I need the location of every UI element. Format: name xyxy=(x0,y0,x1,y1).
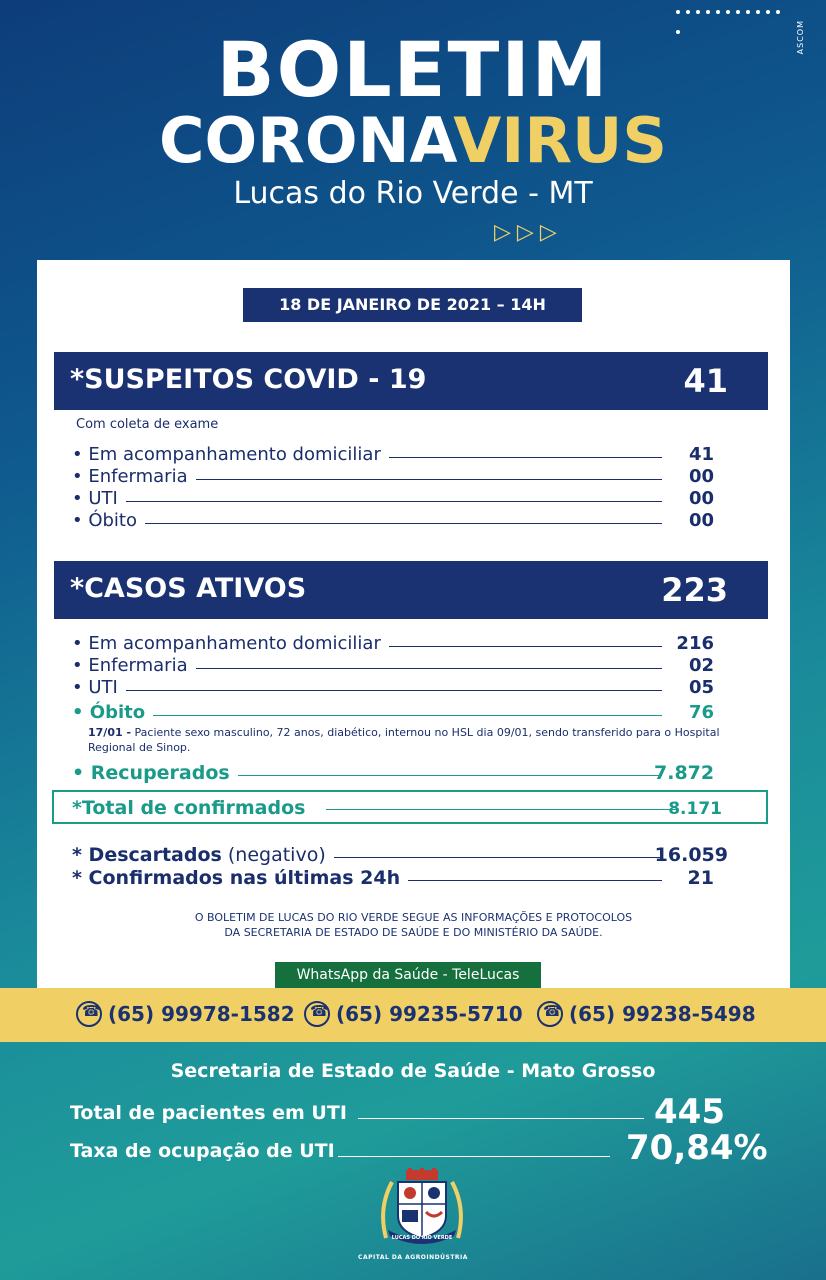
row-label: • Em acompanhamento domiciliar xyxy=(72,444,389,465)
ativos-header xyxy=(54,561,768,619)
obito-note-date: 17/01 - xyxy=(88,726,132,739)
confirmados24-row xyxy=(72,867,722,889)
total-confirmados-value: 8.171 xyxy=(668,799,722,819)
obito-note xyxy=(88,725,728,755)
row-label: • Óbito xyxy=(72,702,153,723)
leader-line xyxy=(82,501,662,502)
descartados-label-normal: (negativo) xyxy=(221,844,326,866)
total-confirmados-box xyxy=(52,790,768,824)
whatsapp-tag: WhatsApp da Saúde - TeleLucas xyxy=(275,962,541,988)
obito-row xyxy=(72,702,722,724)
whatsapp-icon xyxy=(537,1001,563,1027)
date-badge: 18 DE JANEIRO DE 2021 – 14H xyxy=(243,288,582,322)
ativos-row xyxy=(72,655,722,677)
suspeitos-row xyxy=(72,444,722,466)
row-label: • Em acompanhamento domiciliar xyxy=(72,633,389,654)
leader-line xyxy=(326,809,678,810)
row-label: • Enfermaria xyxy=(72,466,196,487)
crest-caption: CAPITAL DA AGROINDÚSTRIA xyxy=(358,1254,468,1261)
info-line: O BOLETIM DE LUCAS DO RIO VERDE SEGUE AS INFORMAÇÕES E PROTOCOLOS xyxy=(194,911,633,924)
leader-line xyxy=(82,690,662,691)
row-label: • Recuperados xyxy=(72,762,238,784)
whatsapp-icon xyxy=(76,1001,102,1027)
suspeitos-header xyxy=(54,352,768,410)
phone-number: (65) 99235-5710 xyxy=(336,1002,523,1026)
row-value: 41 xyxy=(688,444,714,465)
ativos-row xyxy=(72,677,722,699)
row-value: 00 xyxy=(688,488,714,509)
row-label: • UTI xyxy=(72,677,126,698)
title-coronavirus xyxy=(0,104,826,177)
descartados-label-bold: * Descartados xyxy=(72,844,222,866)
suspeitos-row xyxy=(72,466,722,488)
row-value: 21 xyxy=(687,867,714,889)
info-line: DA SECRETARIA DE ESTADO DE SAÚDE E DO MINISTÉRIO DA SAÚDE. xyxy=(224,926,603,939)
whatsapp-icon xyxy=(304,1001,330,1027)
phone-link[interactable] xyxy=(537,1002,756,1029)
row-label xyxy=(72,844,334,866)
title-corona: CORONA xyxy=(158,104,454,177)
suspeitos-row xyxy=(72,488,722,510)
suspeitos-row xyxy=(72,510,722,532)
city-subtitle: Lucas do Rio Verde - MT xyxy=(233,176,593,211)
phone-link[interactable] xyxy=(304,1002,523,1029)
row-value: 00 xyxy=(688,466,714,487)
row-value: 02 xyxy=(688,655,714,676)
ativos-row xyxy=(72,633,722,655)
uti-total-label: Total de pacientes em UTI xyxy=(70,1102,347,1124)
row-value: 05 xyxy=(688,677,714,698)
suspeitos-note: Com coleta de exame xyxy=(76,417,219,432)
municipal-crest-icon xyxy=(376,1168,468,1248)
uti-total-value: 445 xyxy=(654,1092,725,1132)
phone-number: (65) 99978-1582 xyxy=(108,1002,295,1026)
row-value: 76 xyxy=(688,702,714,723)
row-value: 216 xyxy=(676,633,714,654)
ativos-total: 223 xyxy=(661,571,728,609)
total-confirmados-label: *Total de confirmados xyxy=(72,797,313,819)
uti-taxa-value: 70,84% xyxy=(626,1128,768,1168)
row-label: * Confirmados nas últimas 24h xyxy=(72,867,408,889)
crest-banner-text: LUCAS DO RIO VERDE xyxy=(391,1235,453,1241)
row-label: • UTI xyxy=(72,488,126,509)
obito-note-text: Paciente sexo masculino, 72 anos, diabético, internou no HSL dia 09/01, sendo transferido para o Hospital Regional de Sinop. xyxy=(88,726,720,754)
secretaria-title: Secretaria de Estado de Saúde - Mato Grosso xyxy=(170,1060,656,1082)
protocol-info xyxy=(37,910,790,940)
play-arrows-icon: ▷▷▷ xyxy=(494,220,563,245)
uti-taxa-row xyxy=(70,1128,768,1170)
ascom-label: ASCOM xyxy=(796,20,805,55)
row-value: 00 xyxy=(688,510,714,531)
recuperados-row xyxy=(72,762,722,784)
ativos-title: *CASOS ATIVOS xyxy=(70,573,307,604)
phone-link[interactable] xyxy=(76,1002,295,1029)
row-value: 16.059 xyxy=(654,844,728,866)
leader-line xyxy=(82,715,662,716)
title-boletim: BOLETIM xyxy=(216,25,610,114)
suspeitos-total: 41 xyxy=(683,362,728,400)
leader-line xyxy=(82,523,662,524)
row-label: • Enfermaria xyxy=(72,655,196,676)
uti-taxa-label: Taxa de ocupação de UTI xyxy=(70,1140,335,1162)
leader-line xyxy=(338,1156,610,1157)
row-value: 7.872 xyxy=(654,762,715,784)
suspeitos-title: *SUSPEITOS COVID - 19 xyxy=(70,364,427,395)
title-virus: VIRUS xyxy=(453,104,668,177)
row-label: • Óbito xyxy=(72,510,145,531)
descartados-row xyxy=(72,844,728,866)
leader-line xyxy=(358,1118,644,1119)
phone-number: (65) 99238-5498 xyxy=(569,1002,756,1026)
